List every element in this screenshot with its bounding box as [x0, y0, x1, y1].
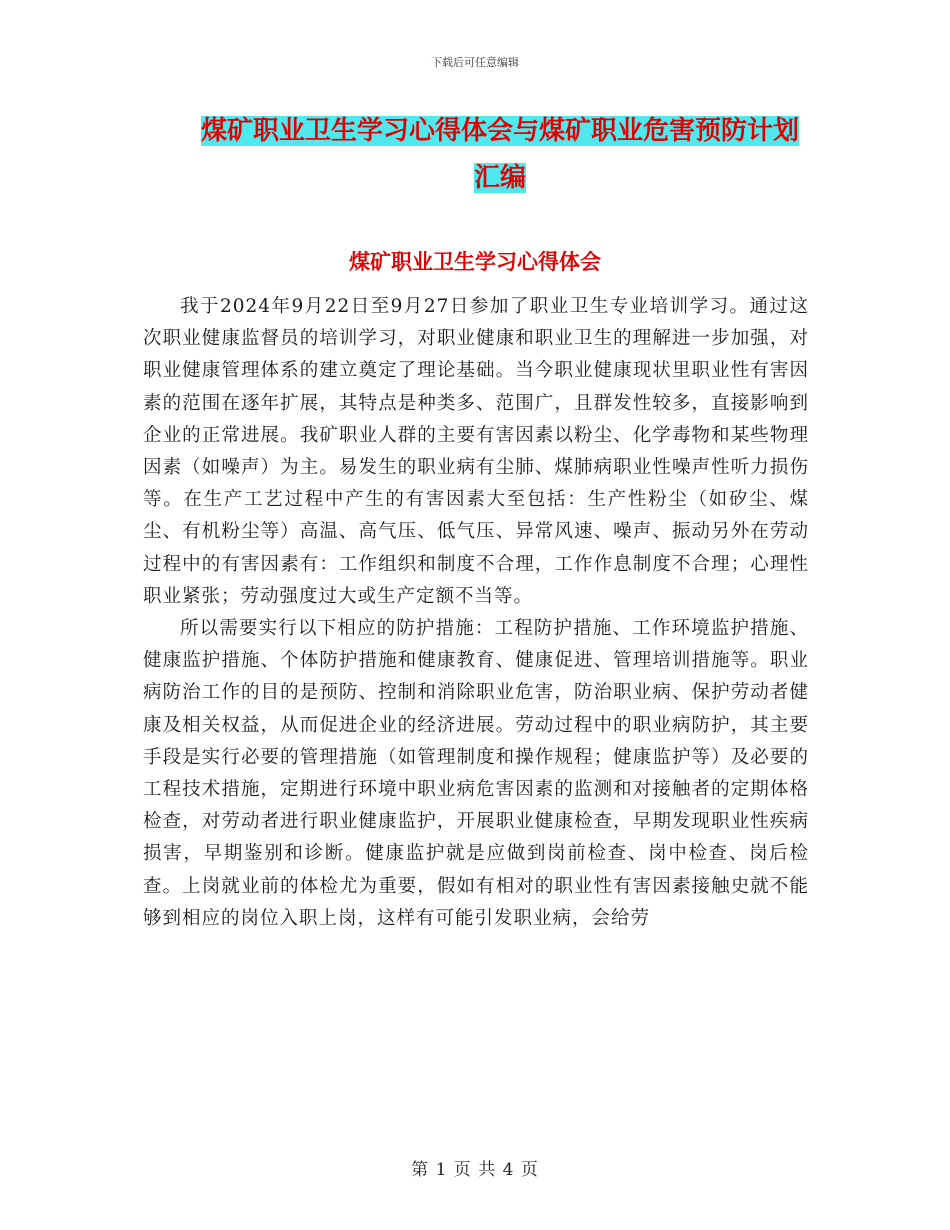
- paragraph: 我于2024年9月22日至9月27日参加了职业卫生专业培训学习。通过这次职业健康监督员的培训学习，对职业健康和职业卫生的理解进一步加强，对职业健康管理体系的建立奠定了理论基础。当今职业健康现状里职业性有害因素的范围在逐年扩展，其特点是种类多、范围广，且群发性较多，直接影响到企业的正常进展。我矿职业人群的主要有害因素以粉尘、化学毒物和某些物理因素（如噪声）为主。易发生的职业病有尘肺、煤肺病职业性噪声性听力损伤等。在生产工艺过程中产生的有害因素大至包括：生产性粉尘（如矽尘、煤尘、有机粉尘等）高温、高气压、低气压、异常风速、噪声、振动另外在劳动过程中的有害因素有：工作组织和制度不合理，工作作息制度不合理；心理性职业紧张；劳动强度过大或生产定额不当等。: [143, 296, 809, 607]
- paragraph: 所以需要实行以下相应的防护措施：工程防护措施、工作环境监护措施、健康监护措施、个体防护措施和健康教育、健康促进、管理培训措施等。职业病防治工作的目的是预防、控制和消除职业危害，防治职业病、保护劳动者健康及相关权益，从而促进企业的经济进展。劳动过程中的职业病防护，其主要手段是实行必要的管理措施（如管理制度和操作规程；健康监护等）及必要的工程技术措施，定期进行环境中职业病危害因素的监测和对接触者的定期体格检查，对劳动者进行职业健康监护，开展职业健康检查，早期发现职业性疾病损害，早期鉴别和诊断。健康监护就是应做到岗前检查、岗中检查、岗后检查。上岗就业前的体检尤为重要，假如有相对的职业性有害因素接触史就不能够到相应的岗位入职上岗，这样有可能引发职业病，会给劳: [143, 618, 809, 929]
- header-note: 下载后可任意编辑: [431, 56, 519, 69]
- document-title-text: 煤矿职业卫生学习心得体会与煤矿职业危害预防计划汇编: [200, 116, 799, 193]
- document-title: [190, 108, 810, 202]
- page-footer: 第 1 页 共 4 页: [411, 1160, 539, 1180]
- section-title: 煤矿职业卫生学习心得体会: [349, 249, 601, 274]
- body-text: [143, 291, 809, 935]
